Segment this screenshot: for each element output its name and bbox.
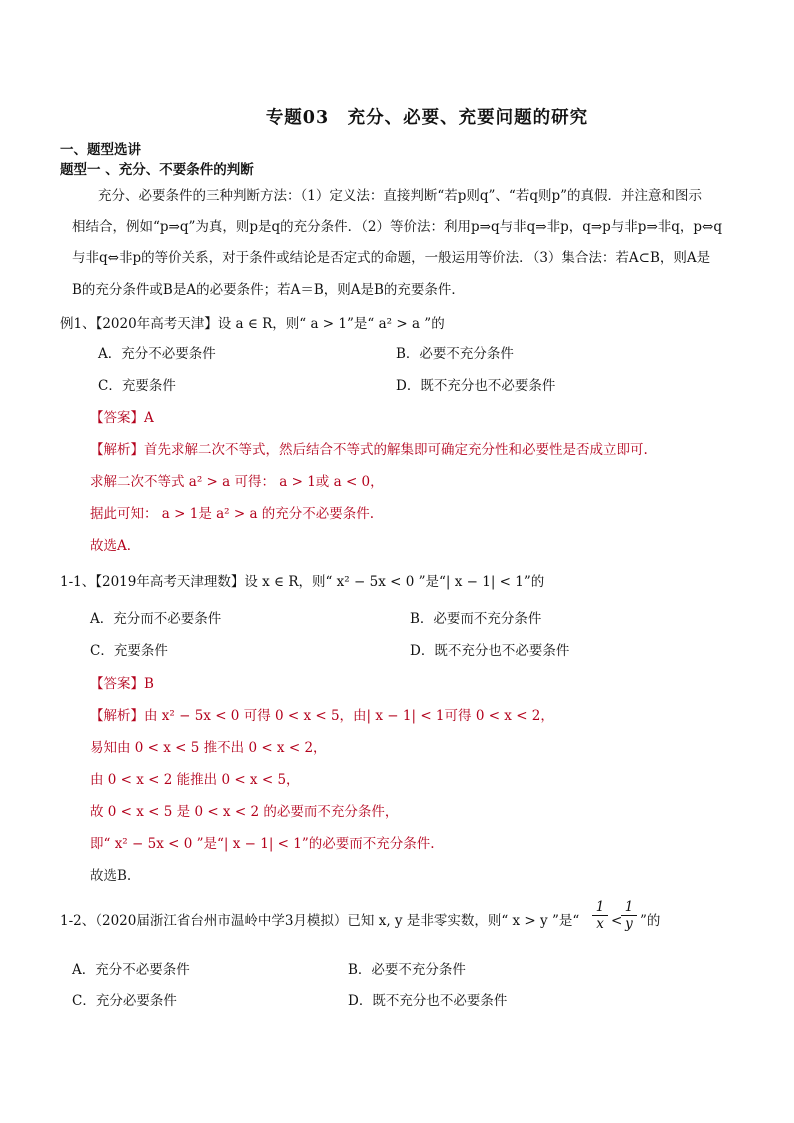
example-1-step-2: 据此可知： a > 1是 a² > a 的充分不必要条件. [90,506,375,522]
intro-line-3: 与非q⇔非p的等价关系，对于条件或结论是否定式的命题，一般运用等价法．（3）集合法：若A⊂B，则A是 [72,250,711,266]
example-1-option-d: D．既不充分也不必要条件 [396,378,556,394]
example-1-2-option-c: C．充分必要条件 [72,993,177,1009]
example-1-stem: 例1、【2020年高考天津】设 a ∈ R，则“ a > 1”是“ a² > a ”的 [60,316,445,332]
example-1-1-step-4: 即“ x² − 5x < 0 ”是“| x − 1| < 1”的必要而不充分条件. [90,836,435,852]
example-1-2-option-b: B．必要不充分条件 [348,962,466,978]
page-title: 专题03 充分、必要、充要问题的研究 [265,108,589,128]
example-1-step-1: 求解二次不等式 a² > a 可得： a > 1或 a < 0， [90,474,384,490]
example-1-2-option-a: A．充分不必要条件 [72,962,190,978]
type-heading: 题型一 、充分、不要条件的判断 [60,162,254,178]
intro-line-1: 充分、必要条件的三种判断方法：（1）定义法：直接判断“若p则q”、“若q则p”的真假．并注意和图示 [98,188,703,204]
example-1-1-step-5: 故选B. [90,868,132,884]
less-than-sign: < [611,913,623,929]
example-1-analysis: 【解析】首先求解二次不等式，然后结合不等式的解集即可确定充分性和必要性是否成立即可. [90,442,648,458]
example-1-1-step-1: 易知由 0 < x < 5 推不出 0 < x < 2， [90,740,327,756]
example-1-step-3: 故选A． [90,538,141,554]
fraction-2-denominator: y [625,916,633,932]
intro-line-2: 相结合，例如“p⇒q”为真，则p是q的充分条件．（2）等价法：利用p⇒q与非q⇒非p，q⇒p与非p⇒非q，p⇔q [72,219,722,235]
fraction-1-numerator: 1 [592,899,608,916]
example-1-1-option-c: C．充要条件 [90,643,168,659]
example-1-answer: 【答案】A [90,410,154,426]
example-1-1-step-2: 由 0 < x < 2 能推出 0 < x < 5， [90,772,300,788]
example-1-1-option-d: D．既不充分也不必要条件 [410,643,570,659]
example-1-2-stem-prefix: 1-2、（2020届浙江省台州市温岭中学3月模拟）已知 x, y 是非零实数，则“ x > y ”是“ [60,913,580,929]
section-heading: 一、题型选讲 [60,142,141,158]
example-1-1-analysis: 【解析】由 x² − 5x < 0 可得 0 < x < 5，由| x − 1| < 1可得 0 < x < 2， [90,708,554,724]
fraction-2-numerator: 1 [621,899,637,916]
example-1-1-step-3: 故 0 < x < 5 是 0 < x < 2 的必要而不充分条件， [90,804,399,820]
example-1-1-option-b: B．必要而不充分条件 [410,611,542,627]
example-1-1-stem: 1-1、【2019年高考天津理数】设 x ∈ R，则“ x² − 5x < 0 ”是“| x − 1| < 1”的 [60,574,545,590]
example-1-2-stem-suffix: ”的 [640,913,661,929]
example-1-1-option-a: A．充分而不必要条件 [90,611,222,627]
example-1-option-b: B．必要不充分条件 [396,346,514,362]
fraction-one-over-x [592,899,608,932]
fraction-1-denominator: x [596,916,604,932]
intro-line-4: B的充分条件或B是A的必要条件；若A＝B，则A是B的充要条件． [72,282,465,298]
fraction-one-over-y [621,899,637,932]
example-1-option-c: C．充要条件 [98,378,176,394]
example-1-1-answer: 【答案】B [90,676,154,692]
example-1-2-option-d: D．既不充分也不必要条件 [348,993,508,1009]
example-1-2-stem [60,912,579,930]
example-1-option-a: A．充分不必要条件 [98,346,216,362]
